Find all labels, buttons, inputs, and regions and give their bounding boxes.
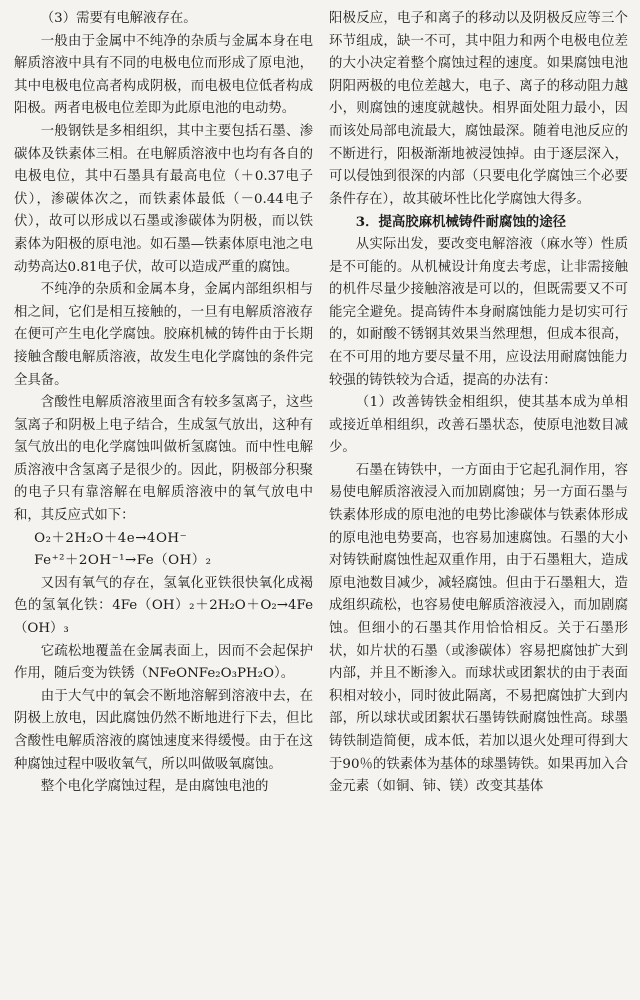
left-paragraph-3: 不纯净的杂质和金属本身，金属内部组织相与相之间，它们是相互接触的，一旦有电解质溶液存在便可产生电化学腐蚀。胶麻机械的铸件由于长期接触含酸电解质溶液，故发生电化学腐蚀的条件完全具备。 — [14, 282, 313, 388]
left-paragraph-5: O₂＋2H₂O＋4e→4OH⁻ — [34, 530, 188, 546]
right-paragraph-3: （1）改善铸铁金相组织，使其基本成为单相或接近单相组织，改善石墨状态，使原电池数目减少。 — [329, 395, 628, 456]
left-column — [14, 8, 313, 1000]
left-paragraph-10: 整个电化学腐蚀过程，是由腐蚀电池的 — [40, 779, 269, 795]
right-paragraph-0: 阳极反应，电子和离子的移动以及阴极反应等三个环节组成，缺一不可，其中阻力和两个电极电位差的大小决定着整个腐蚀过程的速度。如果腐蚀电池阴阳两极的电位差越大，电子、离子的移动阻力越小，则腐蚀的速度就越快。相界面处阻力最小，因而该处局部电流最大，腐蚀最深。随着电池反应的不断进行，阳极渐渐地被浸蚀掉。由于逐层深入，可以侵蚀到很深的内部（只要电化学腐蚀三个必要条件存在），故其破坏性比化学腐蚀大得多。 — [329, 11, 628, 207]
right-paragraph-2: 从实际出发，要改变电解溶液（麻水等）性质是不可能的。从机械设计角度去考虑，让非需接触的机件尽量少接触溶液是可以的，但既需要又不可能完全避免。提高铸件本身耐腐蚀能力是切实可行的，如耐酸不锈钢其效果当然理想，但成本很高，在不可用的地方要尽量不用，应设法用耐腐蚀能力较强的铸铁较为合适，提高的办法有： — [329, 236, 628, 388]
right-paragraph-4: 石墨在铸铁中，一方面由于它起孔洞作用，容易使电解质溶液浸入而加剧腐蚀；另一方面石墨与铁素体形成的原电池的电势比渗碳体与铁素体形成的原电池电势要高，也容易加速腐蚀。石墨的大小对铸铁耐腐蚀性起双重作用，由于石墨粗大，造成原电池数目减少，减轻腐蚀。但由于石墨粗大，造成组织疏松，也容易使电解质溶液浸入，而加剧腐蚀。但细小的石墨其作用恰恰相反。关于石墨形状，如片状的石墨（或渗碳体）容易把腐蚀扩大到内部，并且不断渗入。而球状或团絮状的由于表面积相对较小，同时彼此隔离，不易把腐蚀扩大到内部，所以球状或团絮状石墨铸铁耐腐蚀性高。球墨铸铁制造简便，成本低，若加以退火处理可得到大于90％的铁素体为基体的球墨铸铁。如果再加入合金元素（如铜、铈、镁）改变其基体 — [329, 462, 628, 795]
left-paragraph-1: 一般由于金属中不纯净的杂质与金属本身在电解质溶液中具有不同的电极电位而形成了原电池，其中电极电位高者构成阴极，而电极电位低者构成阳极。两者电极电位差即为此原电池的电动势。 — [14, 33, 313, 117]
left-paragraph-6: Fe⁺²＋2OH⁻¹→Fe（OH）₂ — [34, 553, 212, 569]
left-paragraph-0: （3）需要有电解液存在。 — [40, 11, 197, 26]
right-column — [329, 8, 628, 1000]
left-paragraph-8: 它疏松地覆盖在金属表面上，因而不会起保护作用，随后变为铁锈（NFeONFe₂O₃PH₂O）。 — [14, 643, 313, 682]
left-paragraph-4: 含酸性电解质溶液里面含有较多氢离子，这些氢离子和阴极上电子结合，生成氢气放出，这种有氢气放出的电化学腐蚀叫做析氢腐蚀。而中性电解质溶液中含氢离子是很少的。因此，阴极部分积聚的电子只有靠溶解在电解质溶液中的氧气放电中和，其反应式如下： — [14, 395, 313, 524]
left-paragraph-2: 一般钢铁是多相组织，其中主要包括石墨、渗碳体及铁素体三相。在电解质溶液中也均有各自的电极电位，其中石墨具有最高电位（＋0.37电子伏），渗碳体次之，而铁素体最低（－0.44电子伏），故可以形成以石墨或渗碳体为阴极，而以铁素体为阳极的原电池。如石墨—铁素体原电池之电动势高达0.81电子伏，故可以造成严重的腐蚀。 — [14, 123, 313, 275]
left-paragraph-7: 又因有氧气的存在，氢氧化亚铁很快氧化成褐色的氢氧化铁：4Fe（OH）₂＋2H₂O＋O₂→4Fe（OH）₃ — [14, 575, 313, 637]
right-paragraph-1: 3．提高胶麻机械铸件耐腐蚀的途径 — [355, 214, 566, 231]
left-paragraph-9: 由于大气中的氧会不断地溶解到溶液中去，在阴极上放电，因此腐蚀仍然不断地进行下去，但比含酸性电解质溶液的腐蚀速度来得缓慢。由于在这种腐蚀过程中吸收氧气，所以叫做吸氧腐蚀。 — [14, 688, 313, 772]
